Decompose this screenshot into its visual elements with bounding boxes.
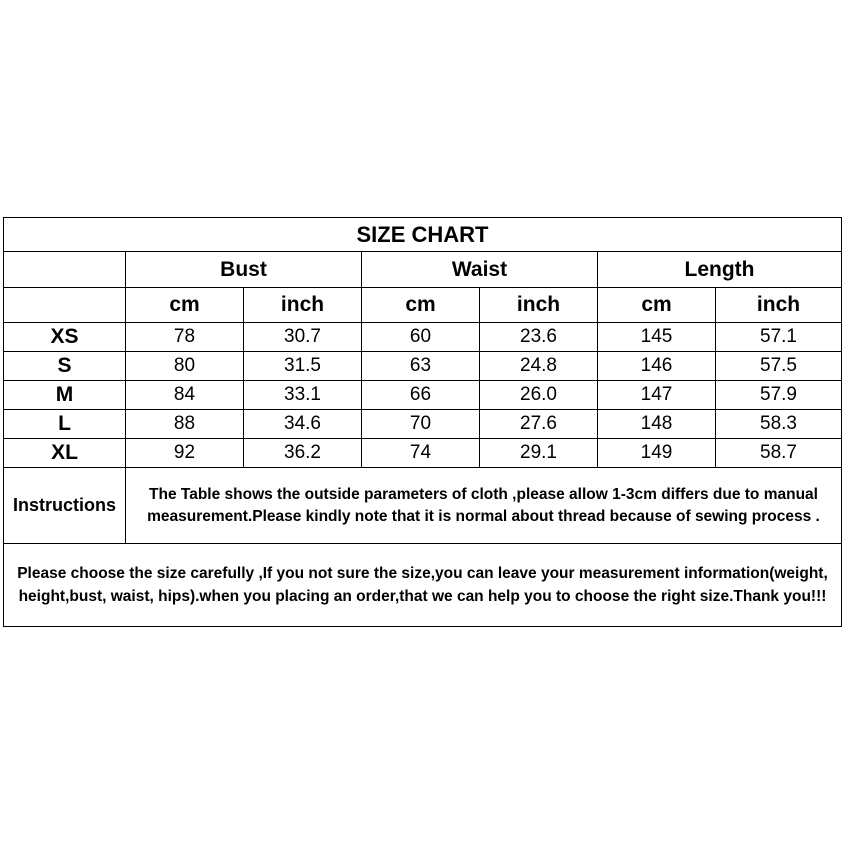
- table-cell: 78: [126, 323, 244, 352]
- table-cell: 145: [598, 323, 716, 352]
- group-header-length: Length: [598, 252, 842, 288]
- table-row: [4, 352, 842, 381]
- table-cell: 74: [362, 439, 480, 468]
- table-row: [4, 410, 842, 439]
- table-cell: 63: [362, 352, 480, 381]
- group-header-row: [4, 252, 842, 288]
- table-cell: 146: [598, 352, 716, 381]
- unit-header-length-inch: inch: [716, 288, 842, 323]
- corner-cell: [4, 288, 126, 323]
- table-cell: 36.2: [244, 439, 362, 468]
- size-label: XL: [4, 439, 126, 468]
- unit-header-waist-inch: inch: [480, 288, 598, 323]
- table-cell: 24.8: [480, 352, 598, 381]
- instructions-row: [4, 468, 842, 544]
- table-cell: 70: [362, 410, 480, 439]
- table-cell: 147: [598, 381, 716, 410]
- table-cell: 148: [598, 410, 716, 439]
- table-cell: 58.7: [716, 439, 842, 468]
- note-row: [4, 544, 842, 627]
- instructions-text: The Table shows the outside parameters of cloth ,please allow 1-3cm differs due to manual measurement.Please kindly note that it is normal about thread because of sewing process .: [126, 468, 842, 544]
- group-header-bust: Bust: [126, 252, 362, 288]
- table-row: [4, 323, 842, 352]
- size-label: S: [4, 352, 126, 381]
- unit-header-bust-cm: cm: [126, 288, 244, 323]
- table-cell: 30.7: [244, 323, 362, 352]
- table-cell: 84: [126, 381, 244, 410]
- unit-header-length-cm: cm: [598, 288, 716, 323]
- table-cell: 57.5: [716, 352, 842, 381]
- table-cell: 58.3: [716, 410, 842, 439]
- table-cell: 23.6: [480, 323, 598, 352]
- table-cell: 29.1: [480, 439, 598, 468]
- table-cell: 92: [126, 439, 244, 468]
- table-cell: 57.9: [716, 381, 842, 410]
- table-cell: 60: [362, 323, 480, 352]
- chart-title: SIZE CHART: [4, 218, 842, 252]
- title-row: [4, 218, 842, 252]
- size-advice-note: Please choose the size carefully ,If you not sure the size,you can leave your measurement information(weight, height,bust, waist, hips).when you placing an order,that we can help you to choose the right size.Thank you!!!: [4, 544, 842, 627]
- size-label: M: [4, 381, 126, 410]
- table-cell: 57.1: [716, 323, 842, 352]
- unit-header-bust-inch: inch: [244, 288, 362, 323]
- instructions-label: Instructions: [4, 468, 126, 544]
- table-cell: 88: [126, 410, 244, 439]
- group-header-waist: Waist: [362, 252, 598, 288]
- table-cell: 31.5: [244, 352, 362, 381]
- size-label: L: [4, 410, 126, 439]
- table-cell: 149: [598, 439, 716, 468]
- table-cell: 80: [126, 352, 244, 381]
- size-chart-table: [3, 217, 842, 627]
- table-row: [4, 439, 842, 468]
- table-cell: 66: [362, 381, 480, 410]
- size-label: XS: [4, 323, 126, 352]
- table-cell: 27.6: [480, 410, 598, 439]
- table-cell: 26.0: [480, 381, 598, 410]
- corner-cell: [4, 252, 126, 288]
- unit-header-row: [4, 288, 842, 323]
- unit-header-waist-cm: cm: [362, 288, 480, 323]
- table-cell: 33.1: [244, 381, 362, 410]
- table-row: [4, 381, 842, 410]
- table-cell: 34.6: [244, 410, 362, 439]
